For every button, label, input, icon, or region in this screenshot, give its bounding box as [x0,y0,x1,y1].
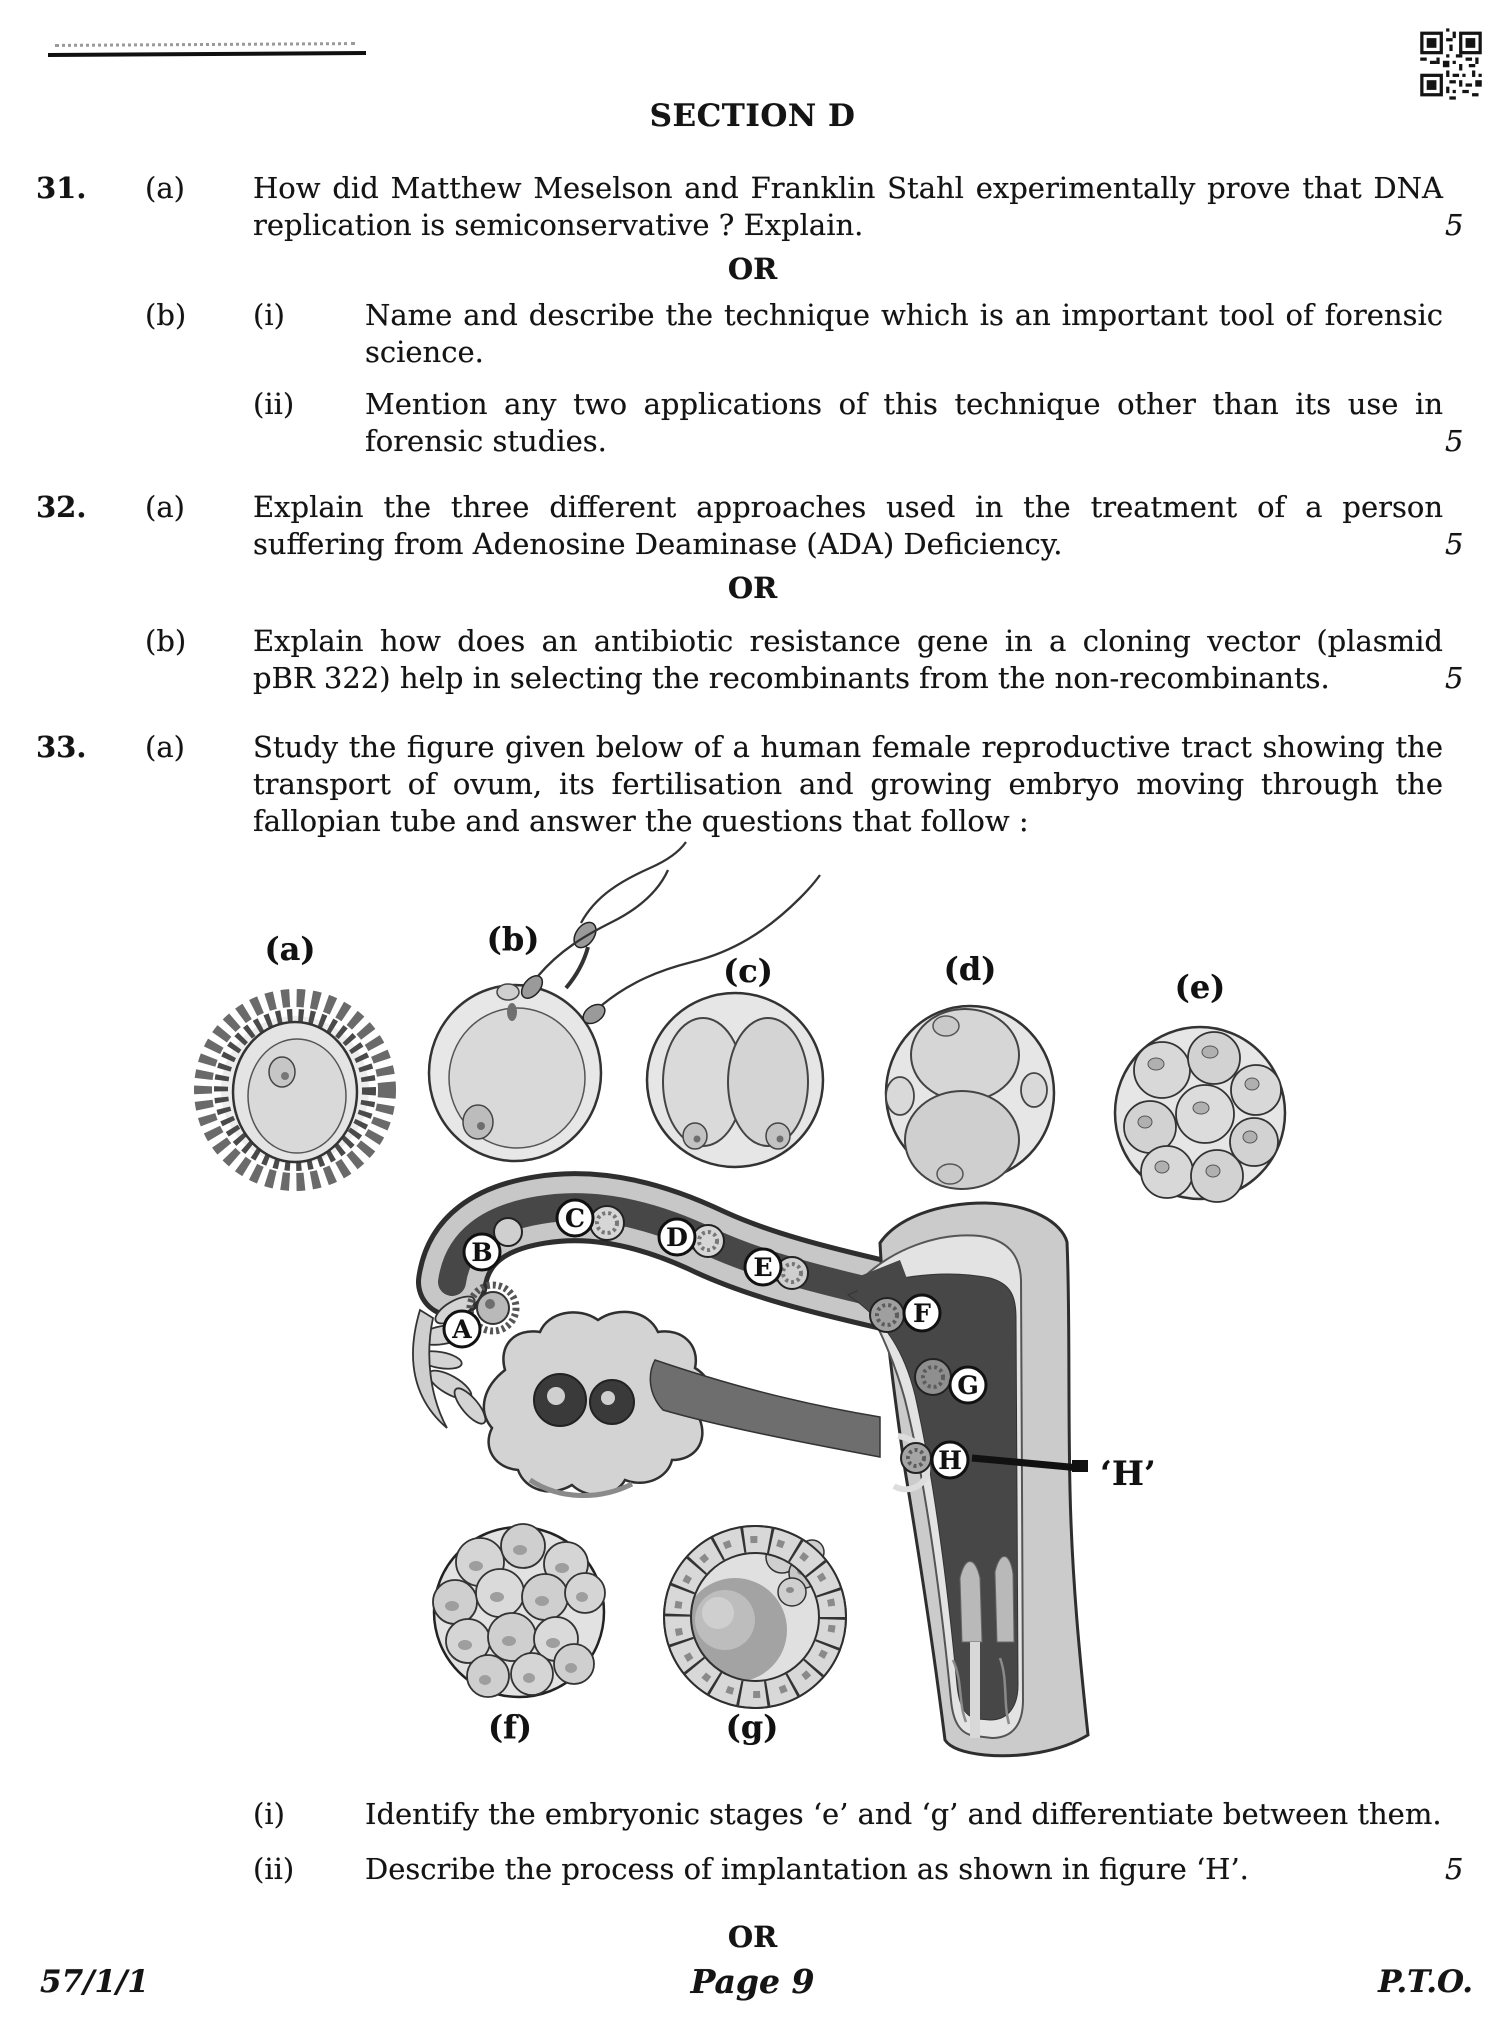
q32b-label: (b) [145,624,187,658]
q31bi-label: (i) [253,298,285,332]
q31-number: 31. [36,171,87,205]
q33ii-marks: 5 [1445,1852,1464,1886]
q33i-label: (i) [253,1797,285,1831]
q31bii-line2: forensic studies. [365,424,607,458]
stage-d-four-cell [886,1006,1054,1189]
tract-label-A [444,1311,480,1347]
uterus [848,1203,1088,1756]
svg-text:C: C [565,1204,585,1233]
svg-text:G: G [957,1371,979,1400]
footer-page-number: Page 9 [690,1962,815,2001]
tract-label-F [904,1295,940,1331]
stage-c-two-cell [647,993,823,1167]
tract-label-C [557,1200,593,1236]
q31bi-line1: Name and describe the technique which is an important tool of forensic [365,298,1443,332]
q31bi-line2: science. [365,335,484,369]
tract-label-H [932,1442,968,1478]
tract-label-B [464,1234,500,1270]
redaction-dotted-line [55,42,355,47]
svg-text:B: B [471,1238,493,1267]
pointer-label: ‘H’ [1100,1454,1156,1494]
reproductive-tract-figure [0,840,1505,1760]
q31a-marks: 5 [1445,208,1464,242]
q33ii-text: Describe the process of implantation as shown in figure ‘H’. [365,1852,1249,1886]
stage-label-a: (a) [264,930,316,968]
svg-text:H: H [938,1446,962,1475]
tract-label-E [745,1249,781,1285]
stage-label-e: (e) [1174,968,1226,1006]
q31bi-text [365,297,1443,371]
q32a-line1: Explain the three different approaches used in the treatment of a person [253,490,1443,524]
q32b-marks: 5 [1445,661,1464,695]
section-title: SECTION D [649,98,856,134]
svg-text:F: F [913,1299,931,1328]
tube-embryo-d [692,1225,724,1257]
q32b-text [253,623,1443,697]
q31a-label: (a) [145,171,185,205]
q31bii-text [365,386,1443,460]
q32-or-separator: OR [727,571,778,605]
svg-text:A: A [452,1315,472,1344]
footer-pto: P.T.O. [1378,1964,1473,2000]
q31a-line1: How did Matthew Meselson and Franklin Stahl experimentally prove that DNA [253,171,1443,205]
q31bii-line1: Mention any two applications of this technique other than its use in [365,387,1443,421]
q33a-label: (a) [145,730,185,764]
q33a-line1: Study the figure given below of a human female reproductive tract showing the [253,730,1443,764]
qr-code-icon [1417,25,1485,103]
q33ii-label: (ii) [253,1852,295,1886]
stage-label-c: (c) [723,952,773,990]
q32a-marks: 5 [1445,527,1464,561]
pointer-tip [1072,1460,1088,1472]
stage-label-d: (d) [943,950,997,988]
stage-g-blastocyst [664,1526,846,1708]
stage-a-ovum [203,998,387,1182]
q33i-text: Identify the embryonic stages ‘e’ and ‘g’ and differentiate between them. [365,1797,1442,1831]
q32b-line1: Explain how does an antibiotic resistance gene in a cloning vector (plasmid [253,624,1443,658]
stage-e-eight-cell [1115,1027,1285,1202]
q31b-label: (b) [145,298,187,332]
q31a-text [253,170,1443,244]
redaction-line [48,51,366,57]
stage-f-morula [433,1524,605,1697]
q33-number: 33. [36,730,87,764]
q31bii-label: (ii) [253,387,295,421]
q33-or-separator: OR [727,1920,778,1954]
q32a-label: (a) [145,490,185,524]
footer-paper-code: 57/1/1 [40,1964,149,2000]
q33a-line3: fallopian tube and answer the questions that follow : [253,804,1029,838]
q32-number: 32. [36,490,87,524]
stage-label-f: (f) [487,1708,533,1746]
q32b-line2: pBR 322) help in selecting the recombinants from the non-recombinants. [253,661,1330,695]
svg-text:D: D [666,1223,688,1252]
q32a-line2: suffering from Adenosine Deaminase (ADA) Deficiency. [253,527,1063,561]
stage-label-b: (b) [486,920,540,958]
uterus-embryo-h [901,1443,931,1473]
svg-text:E: E [753,1253,773,1282]
q33a-text [253,729,1443,840]
uterus-embryo-g [915,1359,951,1395]
q31a-line2: replication is semiconservative ? Explain. [253,208,864,242]
q32a-text [253,489,1443,563]
stage-label-g: (g) [725,1708,779,1746]
q31bii-marks: 5 [1445,424,1464,458]
q31-or-separator: OR [727,252,778,286]
tract-label-D [659,1219,695,1255]
q33a-line2: transport of ovum, its fertilisation and growing embryo moving through the [253,767,1443,801]
tract-label-G [950,1367,986,1403]
